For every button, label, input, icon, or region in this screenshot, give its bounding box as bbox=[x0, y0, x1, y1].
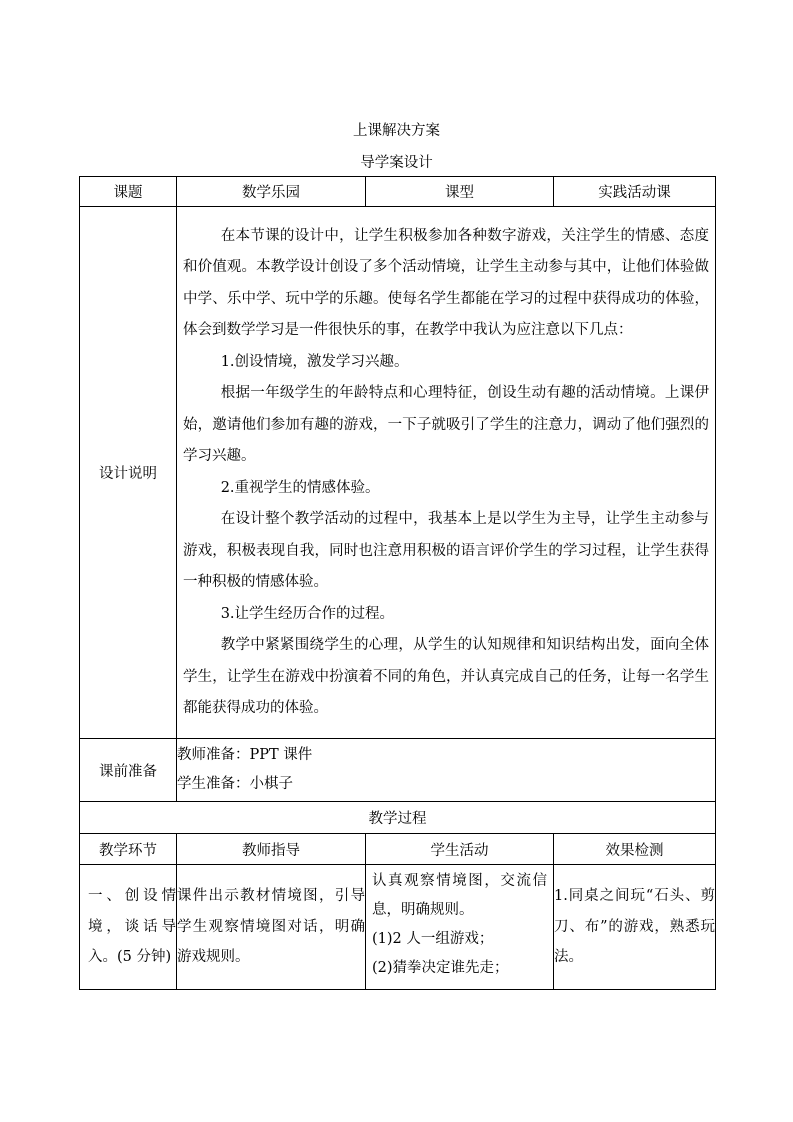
design-paragraph-1: 在本节课的设计中，让学生积极参加各种数字游戏，关注学生的情感、态度和价值观。本教学设计创设了多个活动情境，让学生主动参与其中，让他们体验做中学、乐中学、玩中学的乐趣。使每名学生都能在学习的过程中获得成功的体验，体会到数学学习是一件很快乐的事，在教学中我认为应注意以下几点： bbox=[183, 227, 709, 338]
teacher-guidance-cell: 课件出示教材情境图，引导学生观察情境图对话，明确游戏规则。 bbox=[177, 865, 366, 990]
student-activity-line: 认真观察情境图，交流信息，明确规则。 bbox=[372, 873, 547, 918]
type-label: 课型 bbox=[366, 177, 554, 207]
student-activity-cell bbox=[366, 865, 554, 990]
preparation-label: 课前准备 bbox=[80, 739, 177, 802]
column-student-activity: 学生活动 bbox=[366, 834, 554, 865]
type-value: 实践活动课 bbox=[554, 177, 716, 207]
design-row bbox=[80, 207, 716, 739]
document-title: 上课解决方案 bbox=[353, 123, 440, 139]
design-content bbox=[177, 207, 716, 739]
header-row bbox=[80, 177, 716, 207]
student-activity-line: (2)猜拳决定谁先走； bbox=[372, 960, 509, 976]
student-activity-line: (1)2 人一组游戏； bbox=[372, 931, 494, 947]
preparation-content bbox=[177, 739, 716, 802]
design-paragraph-3: 在设计整个教学活动的过程中，我基本上是以学生为主导，让学生主动参与游戏，积极表现自我，同时也注意用积极的语言评价学生的学习过程，让学生获得一种积极的情感体验。 bbox=[183, 511, 709, 590]
process-heading-row bbox=[80, 802, 716, 834]
preparation-row bbox=[80, 739, 716, 802]
topic-value: 数学乐园 bbox=[177, 177, 366, 207]
column-teacher-guidance: 教师指导 bbox=[177, 834, 366, 865]
effect-check-cell: 1.同桌之间玩“石头、剪刀、布”的游戏，熟悉玩法。 bbox=[554, 865, 716, 990]
design-point-2: 2.重视学生的情感体验。 bbox=[220, 479, 380, 496]
design-point-1: 1.创设情境，激发学习兴趣。 bbox=[220, 353, 409, 370]
design-point-3: 3.让学生经历合作的过程。 bbox=[220, 605, 395, 622]
design-paragraph-4: 教学中紧紧围绕学生的心理，从学生的认知规律和知识结构出发，面向全体学生，让学生在游戏中扮演着不同的角色，并认真完成自己的任务，让每一名学生都能获得成功的体验。 bbox=[183, 637, 709, 716]
topic-label: 课题 bbox=[80, 177, 177, 207]
process-columns-row bbox=[80, 834, 716, 865]
design-label: 设计说明 bbox=[80, 207, 177, 739]
column-stage: 教学环节 bbox=[80, 834, 177, 865]
column-effect-check: 效果检测 bbox=[554, 834, 716, 865]
teacher-preparation: 教师准备：PPT 课件 bbox=[177, 747, 313, 763]
design-paragraph-2: 根据一年级学生的年龄特点和心理特征，创设生动有趣的活动情境。上课伊始，邀请他们参加有趣的游戏，一下子就吸引了学生的注意力，调动了他们强烈的学习兴趣。 bbox=[183, 385, 709, 464]
lesson-plan-table bbox=[79, 176, 716, 990]
stage-cell: 一、创设情境，谈话导入。(5 分钟) bbox=[80, 865, 177, 990]
process-row bbox=[80, 865, 716, 990]
process-heading: 教学过程 bbox=[80, 802, 716, 834]
document-subtitle: 导学案设计 bbox=[360, 155, 433, 171]
student-preparation: 学生准备：小棋子 bbox=[177, 776, 293, 792]
